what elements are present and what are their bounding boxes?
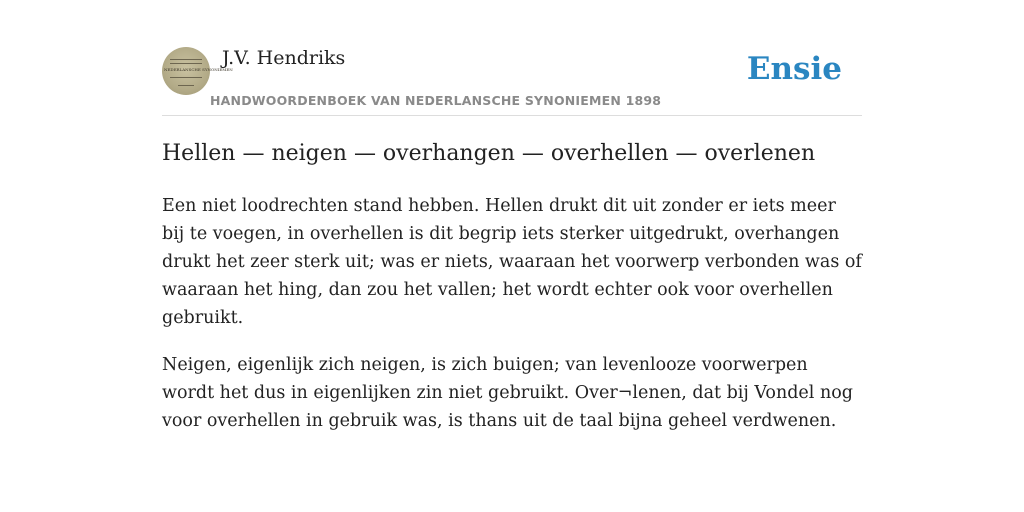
article-paragraph: Een niet loodrechten stand hebben. Hellen drukt dit uit zonder er iets meer bij te voegen, in overhellen is dit begrip iets sterker uitgedrukt, overhangen drukt het zeer sterk uit; was er niets, waaraan het voorwerp verbonden was of waaraan het hing, dan zou het vallen; het wordt echter ook voor overhellen gebruikt. [162,196,862,328]
ensie-logo[interactable]: Ensie [746,51,842,87]
header [162,46,862,116]
cover-rule [170,77,202,78]
cover-title: NEDERLANSCHE SYNONIEMEN [164,67,233,72]
cover-rule [170,59,202,60]
author-name[interactable]: J.V. Hendriks [222,47,346,69]
article-paragraph: Neigen, eigenlijk zich neigen, is zich buigen; van levenlooze voorwerpen wordt het dus in eigenlijken zin niet gebruikt. Over¬lenen, dat bij Vondel nog voor overhellen in gebruik was, is thans uit de taal bijna geheel verdwenen. [162,355,853,431]
header-divider [162,115,862,116]
source-title[interactable]: HANDWOORDENBOEK VAN NEDERLANSCHE SYNONIEMEN 1898 [210,93,662,108]
book-cover-avatar[interactable] [162,47,233,95]
article-body [162,192,862,454]
cover-rule [170,63,202,64]
article-title: Hellen — neigen — overhangen — overhellen — overlenen [162,141,816,166]
cover-rule [178,85,194,86]
